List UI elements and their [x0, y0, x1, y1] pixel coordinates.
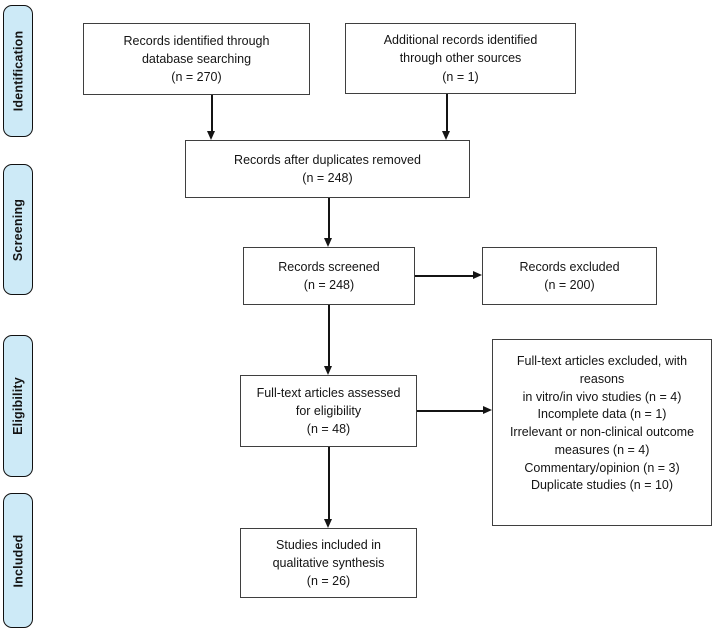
box-text-line: measures (n = 4): [554, 442, 650, 457]
stage-screening: [3, 164, 33, 295]
box-text-line: (n = 1): [442, 69, 479, 84]
arrowhead-down-icon: [324, 366, 332, 375]
box-text-line: Irrelevant or non-clinical outcome: [509, 425, 695, 439]
box-text-line: Records screened: [278, 259, 380, 274]
box-text-line: Duplicate studies (n = 10): [530, 478, 674, 493]
arrowhead-down-icon: [442, 131, 450, 140]
arrow-line: [417, 410, 484, 412]
arrowhead-down-icon: [324, 238, 332, 247]
box-text-line: database searching: [141, 51, 252, 66]
box-text-line: Incomplete data (n = 1): [537, 407, 667, 422]
stage-label: Screening: [11, 198, 25, 261]
flow-box-records-excluded: [482, 247, 657, 305]
box-text-line: Records excluded: [519, 259, 620, 274]
flow-box-fulltext-assessed: [240, 375, 417, 447]
arrow-line: [328, 305, 330, 367]
flow-box-records-screened: [243, 247, 415, 305]
box-text-line: Additional records identified: [383, 33, 538, 48]
flow-box-database-searching: [83, 23, 310, 95]
arrowhead-down-icon: [324, 519, 332, 528]
box-text-line: (n = 26): [306, 574, 351, 589]
arrowhead-right-icon: [473, 271, 482, 279]
box-text-line: qualitative synthesis: [272, 555, 385, 570]
box-text-line: (n = 200): [544, 278, 595, 292]
stage-eligibility: [3, 335, 33, 477]
stage-label: Eligibility: [11, 377, 26, 435]
stage-included: [3, 493, 33, 628]
box-text-line: Full-text articles excluded, with: [516, 354, 688, 368]
box-text-line: for eligibility: [295, 403, 362, 418]
flow-box-qualitative-synthesis: [240, 528, 417, 598]
box-text-line: (n = 248): [303, 278, 355, 292]
arrow-line: [328, 198, 330, 239]
flow-box-fulltext-excluded: [492, 339, 712, 526]
box-text-line: (n = 48): [306, 422, 351, 437]
box-text-line: in vitro/in vivo studies (n = 4): [522, 389, 682, 404]
box-text-line: Studies included in: [276, 537, 381, 552]
stage-identification: [3, 5, 33, 137]
box-text-line: (n = 248): [302, 171, 353, 185]
box-text-line: (n = 270): [171, 70, 222, 85]
box-text-line: through other sources: [399, 51, 522, 66]
box-text-line: Full-text articles assessed: [256, 385, 401, 400]
arrow-line: [446, 94, 448, 132]
flow-box-other-sources: [345, 23, 576, 94]
arrow-line: [415, 275, 474, 277]
box-text-line: reasons: [579, 371, 625, 386]
arrowhead-down-icon: [207, 131, 215, 140]
stage-label: Included: [11, 534, 25, 587]
arrowhead-right-icon: [483, 406, 492, 414]
box-text-line: Records after duplicates removed: [234, 152, 421, 167]
arrow-line: [328, 447, 330, 520]
arrow-line: [211, 95, 213, 132]
stage-label: Identification: [11, 30, 26, 112]
box-text-line: Records identified through: [123, 33, 270, 48]
flow-box-duplicates-removed: [185, 140, 470, 198]
box-text-line: Commentary/opinion (n = 3): [524, 460, 680, 475]
